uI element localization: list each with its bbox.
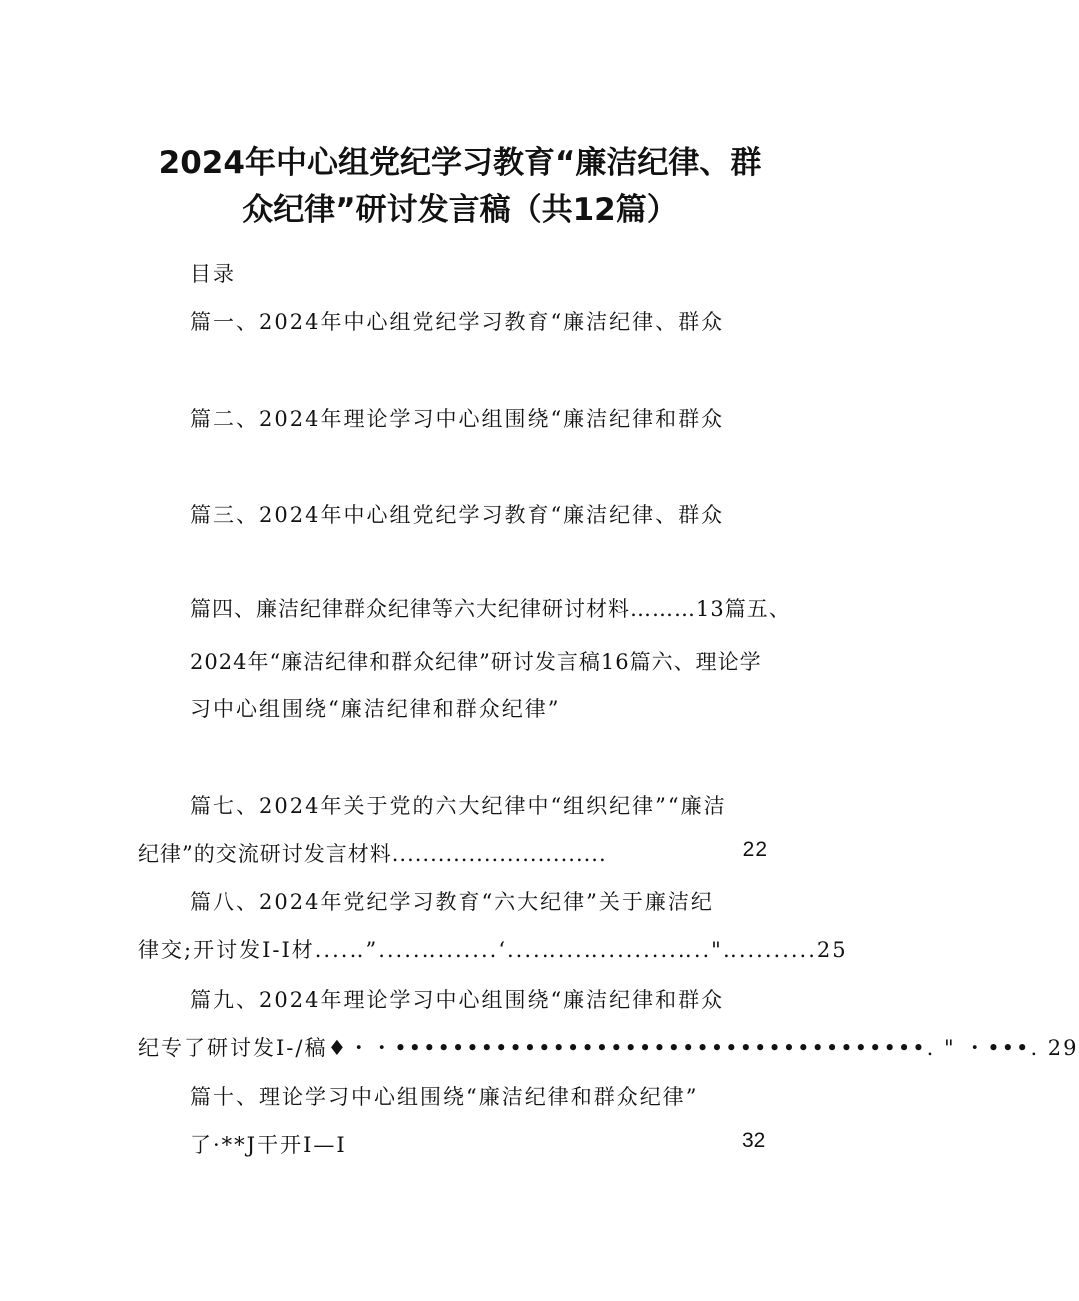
toc-entry-10-line-2-text: 了·**J干开I—I: [190, 1133, 347, 1157]
toc-entry-7-line-1: 篇七、2024年关于党的六大纪律中“组织纪律”“廉洁: [190, 794, 727, 818]
toc-entry-10-page-number: 32: [742, 1129, 766, 1152]
toc-entry-9-line-2: 纪专了研讨发I-/稿♦・・•••••••••••••••••••••••••••••••••••••. " ・•••. 29: [138, 1036, 1079, 1060]
toc-entry-3: 篇三、2024年中心组党纪学习教育“廉洁纪律、群众: [190, 503, 725, 527]
toc-entry-10-line-1: 篇十、理论学习中心组围绕“廉洁纪律和群众纪律”: [190, 1085, 699, 1109]
toc-entry-8-line-2: 律交;开讨发I-I材....‥”.....‥.......‘....‥...‥.........‥.."‥.........25: [138, 938, 848, 962]
toc-entry-8-line-1: 篇八、2024年党纪学习教育“六大纪律”关于廉洁纪: [190, 890, 714, 914]
toc-entry-1: 篇一、2024年中心组党纪学习教育“廉洁纪律、群众: [190, 310, 725, 334]
toc-heading: 目录: [190, 262, 236, 286]
document-title-line-1: 2024年中心组党纪学习教育“廉洁纪律、群: [158, 145, 762, 181]
toc-entry-4-line-2: 2024年“廉洁纪律和群众纪律”研讨发言稿16篇六、理论学: [190, 650, 762, 674]
toc-entry-2: 篇二、2024年理论学习中心组围绕“廉洁纪律和群众: [190, 407, 725, 431]
toc-entry-9-line-1: 篇九、2024年理论学习中心组围绕“廉洁纪律和群众: [190, 988, 725, 1012]
toc-entry-7-page-number: 22: [742, 838, 768, 861]
toc-entry-4-line-1: 篇四、廉洁纪律群众纪律等六大纪律研讨材料………13篇五、: [190, 597, 791, 621]
toc-entry-7-text: 纪律”的交流研讨发言材料............................: [138, 842, 607, 866]
document-title-line-2: 众纪律”研讨发言稿（共12篇）: [242, 192, 678, 228]
toc-entry-4-line-3: 习中心组围绕“廉洁纪律和群众纪律”: [190, 697, 561, 721]
toc-entry-7-line-2: [138, 838, 768, 868]
